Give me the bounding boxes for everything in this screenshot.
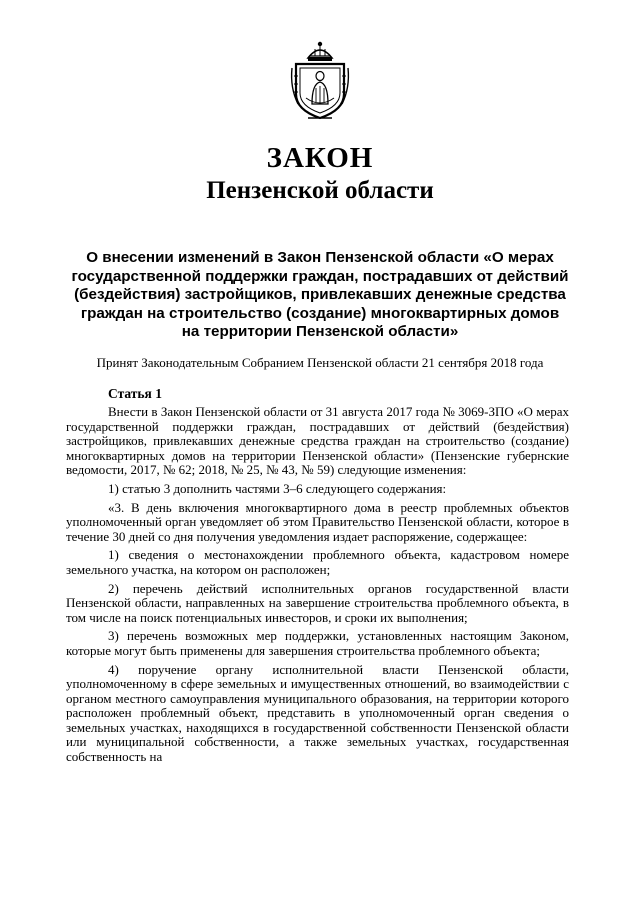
paragraph: 1) статью 3 дополнить частями 3–6 следующего содержания: — [108, 480, 447, 496]
article-body — [66, 405, 569, 769]
paragraph: 1) сведения о местонахождении проблемного объекта, кадастровом номере земельного участка, на котором он расположен; — [66, 547, 569, 577]
document-region: Пензенской области — [206, 177, 434, 204]
paragraph: 4) поручение органу исполнительной власти Пензенской области, уполномоченному в сфере земельных и имущественных отношений, во взаимодействии с органом местного самоуправления муниципального образования, на территории которого расположен проблемный объект, представить в уполномоченный орган сведения о земельных участках, находящихся в государственной собственности Пензенской области или муниципальной собственности, а также земельных участках, государственная собственность на — [66, 661, 569, 765]
paragraph: 2) перечень действий исполнительных органов государственной власти Пензенской области, направленных на завершение строительства проблемного объекта, в том числе на поиск потенциальных инвесторов, и сроки их выполнения; — [66, 580, 569, 625]
paragraph: «3. В день включения многоквартирного дома в реестр проблемных объектов уполномоченный орган уведомляет об этом Правительство Пензенской области, которое в течение 30 дней со дня получения уведомления издает распоряжение, содержащее: — [66, 499, 569, 544]
document-title: ЗАКОН — [266, 142, 374, 174]
article-heading: Статья 1 — [108, 386, 162, 401]
paragraph: 3) перечень возможных мер поддержки, установленных настоящим Законом, которые могут быть применены для завершения строительства проблемного объекта; — [66, 628, 569, 658]
adoption-line: Принят Законодательным Собранием Пензенской области 21 сентября 2018 года — [96, 355, 544, 370]
law-subject: О внесении изменений в Закон Пензенской области «О мерах государственной поддержки граждан, пострадавших от действий (бездействия) застройщиков, привлекавших денежные средства граждан на строительство (создание) многоквартирных домов на территории Пензенской области» — [71, 249, 569, 341]
paragraph: Внести в Закон Пензенской области от 31 августа 2017 года № 3069-ЗПО «О мерах государственной поддержки граждан, пострадавших от действий (бездействия) застройщиков, привлекавших денежные средства граждан на строительство (создание) многоквартирных домов на территории Пензенской области» (Пензенские губернские ведомости, 2017, № 62; 2018, № 25, № 43, № 59) следующие изменения: — [66, 404, 569, 478]
coat-of-arms-emblem — [286, 38, 354, 122]
